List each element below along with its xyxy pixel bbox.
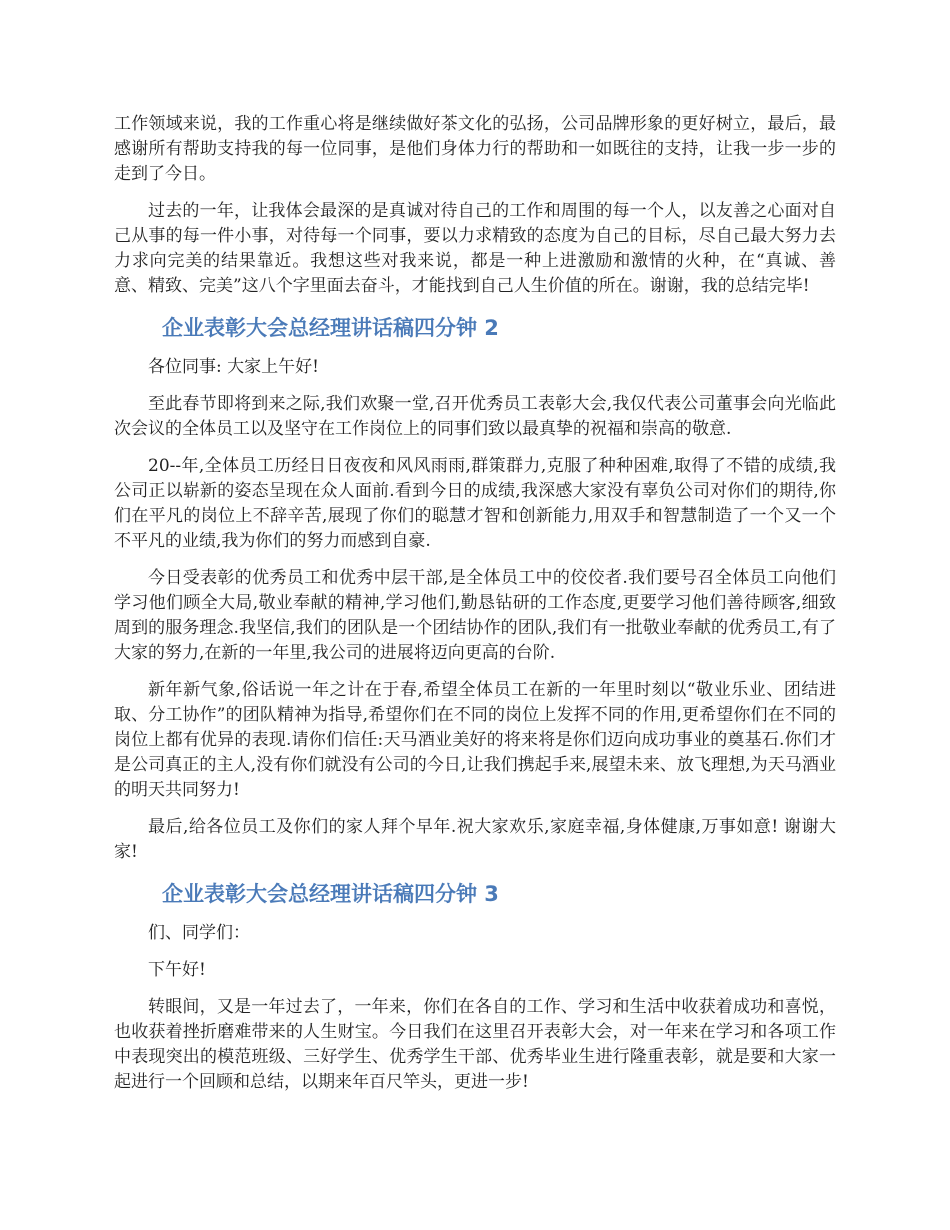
paragraph: 至此春节即将到来之际,我们欢聚一堂,召开优秀员工表彰大会,我仅代表公司董事会向光临此次会议的全体员工以及坚守在工作岗位上的同事们致以最真挚的祝福和崇高的敬意. [114,394,836,439]
paragraph: 转眼间，又是一年过去了，一年来，你们在各自的工作、学习和生活中收获着成功和喜悦，也收获着挫折磨难带来的人生财宝。今日我们在这里召开表彰大会，对一年来在学习和各项工作中表现突出的模范班级、三好学生、优秀学生干部、优秀毕业生进行隆重表彰，就是要和大家一起进行一个回顾和总结，以期来年百尺竿头，更进一步! [114,997,836,1092]
paragraph: 今日受表彰的优秀员工和优秀中层干部,是全体员工中的佼佼者.我们要号召全体员工向他们学习他们顾全大局,敬业奉献的精神,学习他们,勤恳钻研的工作态度,更要学习他们善待顾客,细致周到的服务理念.我坚信,我们的团队是一个团结协作的团队,我们有一批敬业奉献的优秀员工,有了大家的努力,在新的一年里,我公司的进展将迈向更高的台阶. [114,568,836,663]
paragraph-summary: 过去的一年，让我体会最深的是真诚对待自己的工作和周围的每一个人，以友善之心面对自己从事的每一件小事，对待每一个同事，要以力求精致的态度为自己的目标，尽自己最大努力去力求向完美的结果靠近。我想这些对我来说，都是一种上进激励和激情的火种，在“真诚、善意、精致、完美”这八个字里面去奋斗，才能找到自己人生价值的所在。谢谢，我的总结完毕! [114,201,836,296]
paragraph: 20--年,全体员工历经日日夜夜和风风雨雨,群策群力,克服了种种困难,取得了不错的成绩,我公司正以崭新的姿态呈现在众人面前.看到今日的成绩,我深感大家没有辜负公司对你们的期待,你们在平凡的岗位上不辞辛苦,展现了你们的聪慧才智和创新能力,用双手和智慧制造了一个又一个不平凡的业绩,我为你们的努力而感到自豪. [114,456,836,551]
paragraph-greeting: 各位同事: 大家上午好! [148,357,319,377]
paragraph: 新年新气象,俗话说一年之计在于春,希望全体员工在新的一年里时刻以“敬业乐业、团结进取、分工协作”的团队精神为指导,希望你们在不同的岗位上发挥不同的作用,更希望你们在不同的岗位上都有优异的表现.请你们信任:天马酒业美好的将来将是你们迈向成功事业的奠基石.你们才是公司真正的主人,没有你们就没有公司的今日,让我们携起手来,展望未来、放飞理想,为天马酒业的明天共同努力! [114,680,836,800]
section-heading-3: 企业表彰大会总经理讲话稿四分钟 3 [162,882,499,906]
paragraph-continuation: 工作领域来说，我的工作重心将是继续做好茶文化的弘扬，公司品牌形象的更好树立，最后，最感谢所有帮助支持我的每一位同事，是他们身体力行的帮助和一如既往的支持，让我一步一步的走到了今日。 [114,114,836,184]
paragraph-closing: 最后,给各位员工及你们的家人拜个早年.祝大家欢乐,家庭幸福,身体健康,万事如意! 谢谢大家! [114,817,836,862]
section-heading-2: 企业表彰大会总经理讲话稿四分钟 2 [162,316,499,340]
paragraph-greeting: 下午好! [148,960,206,980]
document-body [114,112,836,1107]
paragraph-greeting: 们、同学们： [148,923,250,943]
